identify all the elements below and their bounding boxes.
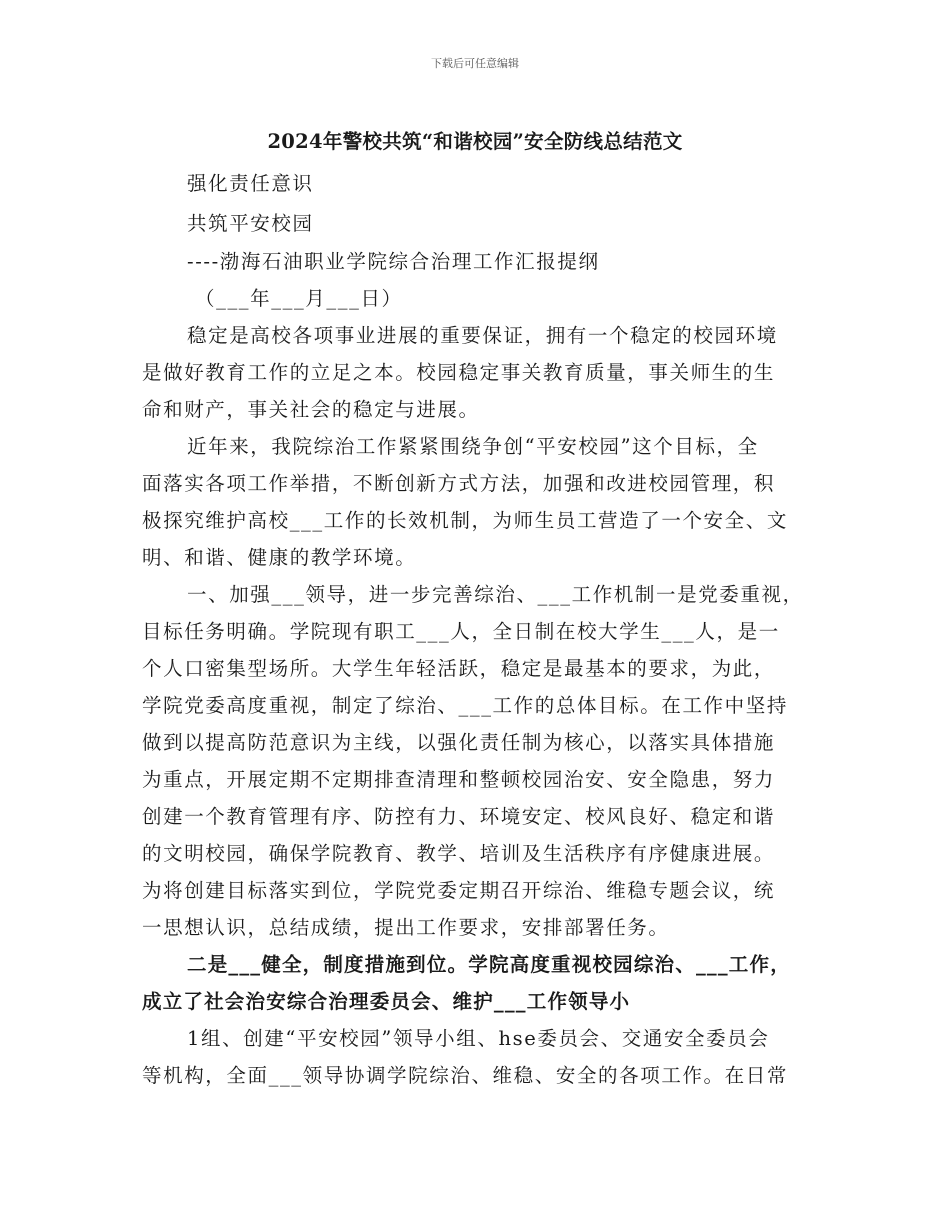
body-line: 强化责任意识 xyxy=(187,172,314,195)
body-line: 学院党委高度重视，制定了综治、___工作的总体目标。在工作中坚持 xyxy=(142,694,788,717)
body-line: 的文明校园，确保学院教育、教学、培训及生活秩序有序健康进展。 xyxy=(142,842,776,865)
body-line: 是做好教育工作的立足之本。校园稳定事关教育质量，事关师生的生 xyxy=(142,361,776,384)
body-line: 做到以提高防范意识为主线，以强化责任制为核心，以落实具体措施 xyxy=(142,731,776,754)
body-line: 个人口密集型场所。大学生年轻活跃，稳定是最基本的要求，为此， xyxy=(142,657,776,680)
body-line: 等机构，全面___领导协调学院综治、维稳、安全的各项工作。在日常 xyxy=(142,1064,788,1087)
body-line: 命和财产，事关社会的稳定与进展。 xyxy=(142,398,480,421)
body-line: ----渤海石油职业学院综合治理工作汇报提纲 xyxy=(187,250,600,273)
body-line: 明、和谐、健康的教学环境。 xyxy=(142,546,417,569)
body-line: 极探究维护高校___工作的长效机制，为师生员工营造了一个安全、文 xyxy=(142,509,788,532)
document-title: 2024年警校共筑“和谐校园”安全防线总结范文 xyxy=(267,130,683,153)
date-line: （___年___月___日） xyxy=(195,287,403,310)
body-line: 为重点，开展定期不定期排查清理和整顿校园治安、安全隐患，努力 xyxy=(142,768,776,791)
body-line: 为将创建目标落实到位，学院党委定期召开综治、维稳专题会议，统 xyxy=(142,879,776,902)
bold-line: 二是___健全，制度措施到位。学院高度重视校园综治、___工作， xyxy=(187,953,791,976)
body-line: 一、加强___领导，进一步完善综治、___工作机制一是党委重视， xyxy=(187,583,804,606)
body-line: 一思想认识，总结成绩，提出工作要求，安排部署任务。 xyxy=(142,916,670,939)
body-line: 1组、创建“平安校园”领导小组、hse委员会、交通安全委员会 xyxy=(187,1027,770,1050)
header-note: 下载后可任意编辑 xyxy=(431,57,519,70)
body-line: 面落实各项工作举措，不断创新方式方法，加强和改进校园管理，积 xyxy=(142,472,776,495)
body-line: 近年来，我院综治工作紧紧围绕争创“平安校园”这个目标，全 xyxy=(187,435,759,458)
body-line: 目标任务明确。学院现有职工___人，全日制在校大学生___人，是一 xyxy=(142,620,780,643)
body-line: 创建一个教育管理有序、防控有力、环境安定、校风良好、稳定和谐 xyxy=(142,805,776,828)
body-line: 稳定是高校各项事业进展的重要保证，拥有一个稳定的校园环境 xyxy=(187,324,778,347)
body-line: 共筑平安校园 xyxy=(187,212,314,235)
bold-line: 成立了社会治安综合治理委员会、维护___工作领导小 xyxy=(142,990,631,1013)
